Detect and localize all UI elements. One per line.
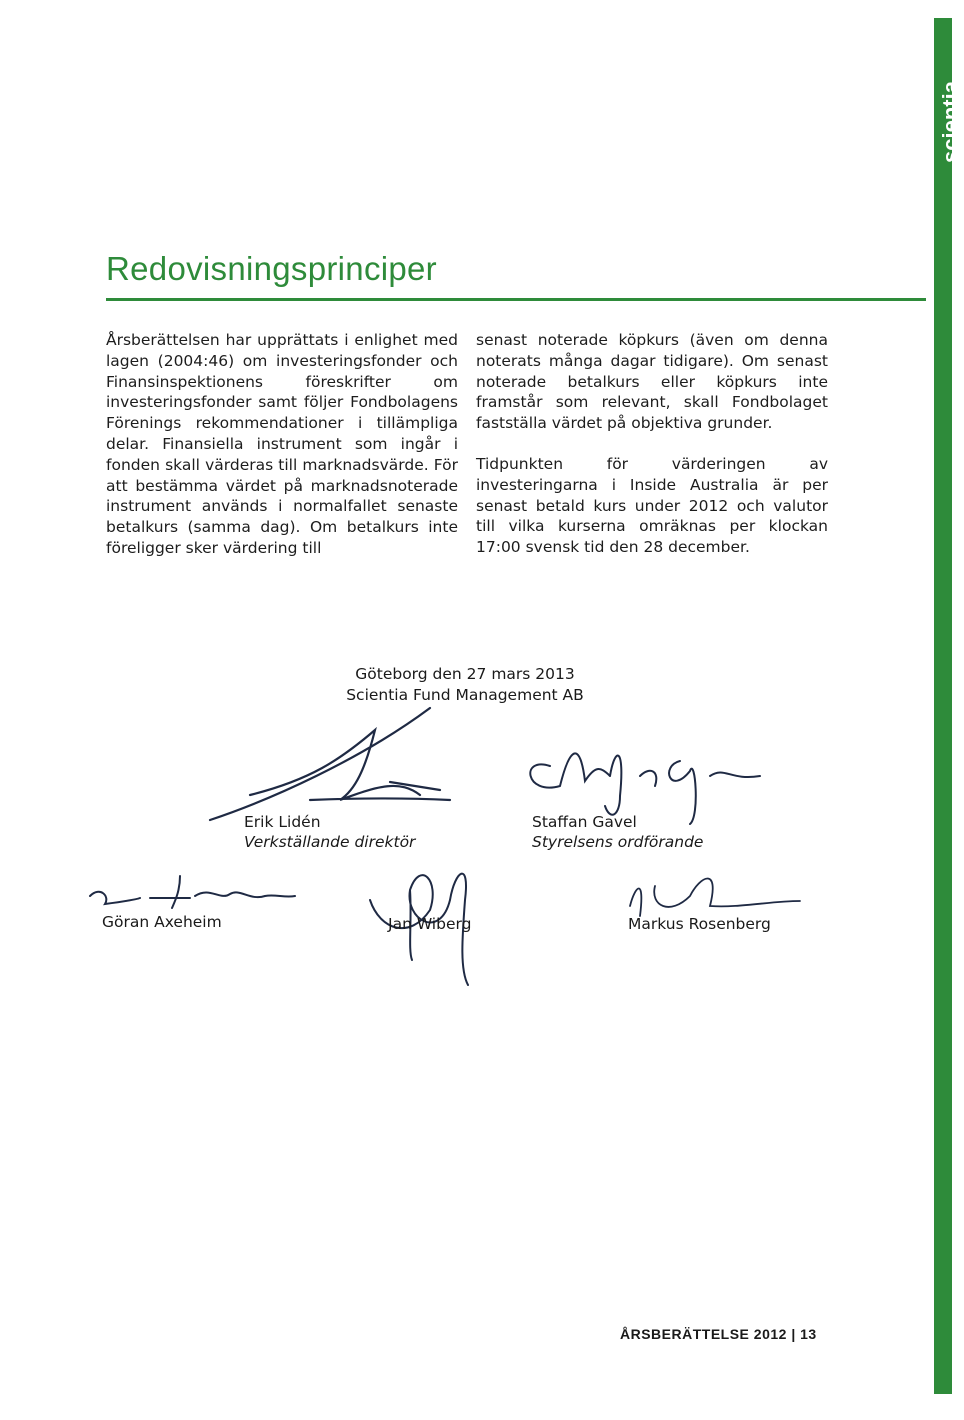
signatory-block <box>628 914 771 934</box>
signatory-block <box>102 912 222 932</box>
signatory-name: Jan Wiberg <box>388 915 472 933</box>
page-number: 13 <box>800 1326 817 1342</box>
signatory-block <box>532 812 703 852</box>
company-name: Scientia Fund Management AB <box>346 686 584 704</box>
brand-name: scientia <box>938 81 963 163</box>
left-column <box>106 330 458 579</box>
footer-label: ÅRSBERÄTTELSE 2012 <box>620 1326 787 1342</box>
signatory-role: Styrelsens ordförande <box>532 833 704 851</box>
page-title: Redovisningsprinciper <box>106 250 437 287</box>
signatory-name: Markus Rosenberg <box>628 915 771 933</box>
page-footer <box>620 1326 817 1342</box>
signatory-role: Verkställande direktör <box>244 833 416 851</box>
brand-logo <box>938 62 964 182</box>
brand-sidebar <box>934 18 952 1394</box>
signature-erik-liden <box>190 700 490 830</box>
paragraph: Årsberättelsen har upprättats i enlighet med lagen (2004:46) om investeringsfonder och Finansinspektionens föreskrifter om investeringsfonder samt följer Fondbolagens Förenings rekommendationer i tillämpliga delar. Finansiella instrument som ingår i fonden skall värderas till marknadsvärde. För att bestämma värdet på marknadsnoterade instrument används i normalfallet senaste betalkurs (samma dag). Om betalkurs inte föreligger sker värdering till <box>106 331 458 557</box>
signatory-name: Staffan Gavel <box>532 813 637 831</box>
signatory-name: Erik Lidén <box>244 813 321 831</box>
paragraph: Tidpunkten för värderingen av investeringarna i Inside Australia är per senast betald kurs under 2012 och valutor till vilka kurserna omräknas per klockan 17:00 svensk tid den 28 december. <box>476 454 828 557</box>
signature-goran-axeheim <box>80 866 310 916</box>
signatory-block <box>388 914 471 934</box>
signatory-name: Göran Axeheim <box>102 913 222 931</box>
paragraph: senast noterade köpkurs (även om denna noterats många dagar tidigare). Om senast noterade betalkurs eller köpkurs inte framstår som relevant, skall Fondbolaget fastställa värdet på objektiva grunder. <box>476 331 828 433</box>
title-rule <box>106 298 926 301</box>
place-date: Göteborg den 27 mars 2013 <box>355 665 575 683</box>
footer-separator: | <box>791 1326 796 1342</box>
right-column <box>476 330 828 578</box>
signatory-block <box>244 812 415 852</box>
